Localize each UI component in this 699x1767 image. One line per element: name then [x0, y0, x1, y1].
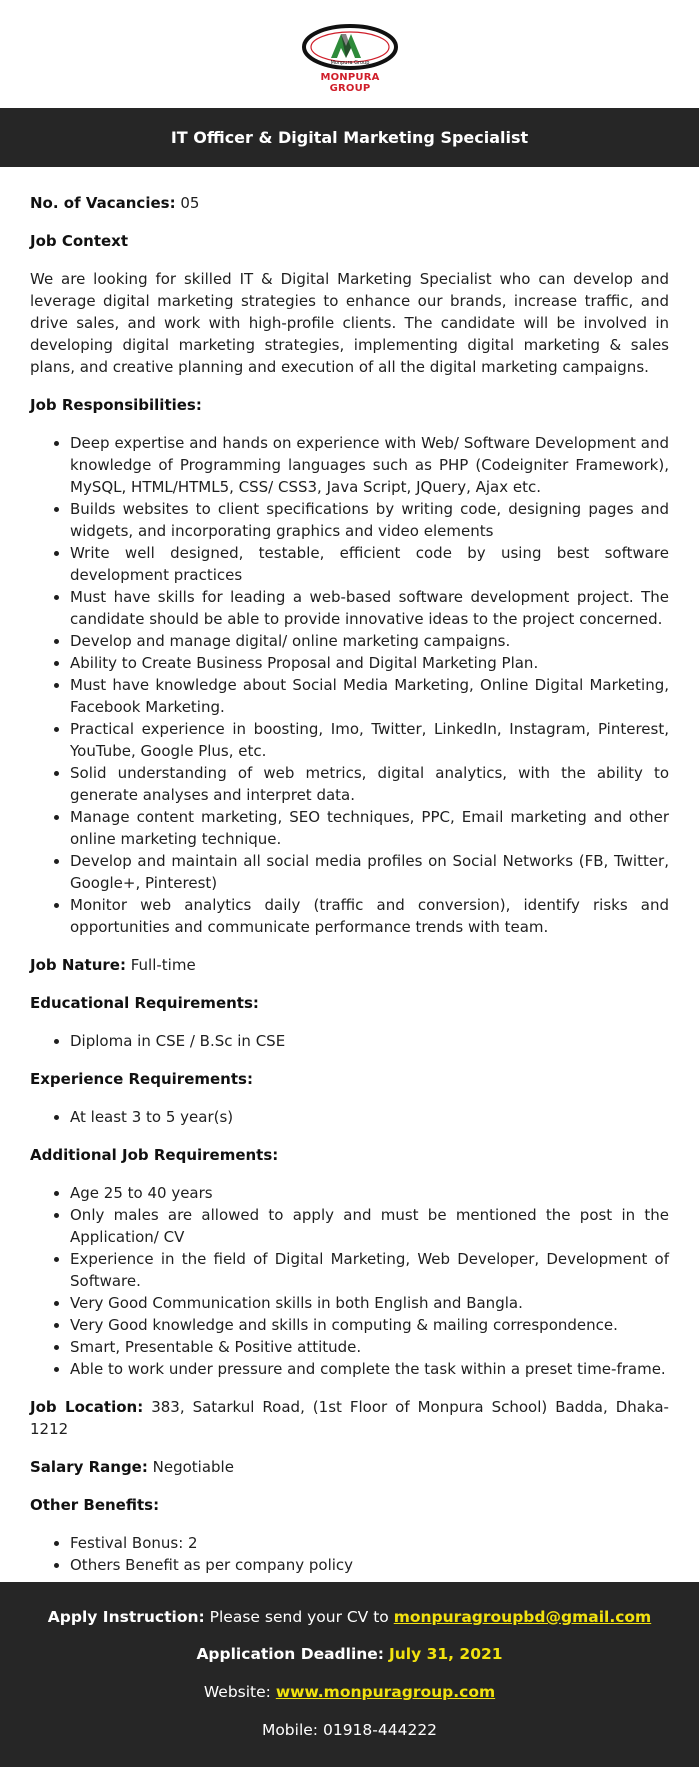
svg-text:Monpura Group: Monpura Group	[330, 60, 370, 66]
list-item: • Able to work under pressure and complete the task within a preset time-frame.	[70, 1358, 669, 1380]
list-item: • Must have knowledge about Social Media Marketing, Online Digital Marketing, Facebook Marketing.	[70, 674, 669, 718]
responsibilities-list	[30, 432, 669, 938]
benefits-list	[30, 1532, 669, 1576]
job-nature-label: Job Nature:	[30, 956, 126, 974]
list-item: • Festival Bonus: 2	[70, 1532, 669, 1554]
apply-footer	[0, 1582, 699, 1767]
website-label: Website:	[203, 1683, 271, 1701]
job-title-bar	[0, 108, 699, 167]
additional-requirements-list	[30, 1182, 669, 1380]
logo-brand-text: MONPURA GROUP	[320, 72, 380, 94]
apply-text: Please send your CV to	[209, 1608, 389, 1626]
list-item: • Practical experience in boosting, Imo, Twitter, LinkedIn, Instagram, Pinterest, YouTube, Google Plus, etc.	[70, 718, 669, 762]
list-item: • Very Good Communication skills in both English and Bangla.	[70, 1292, 669, 1314]
education-list	[30, 1030, 669, 1052]
job-content	[0, 167, 699, 1576]
benefits-heading: Other Benefits:	[30, 1496, 160, 1514]
salary-label: Salary Range:	[30, 1458, 148, 1476]
experience-list	[30, 1106, 669, 1128]
salary-value: Negotiable	[152, 1458, 234, 1476]
list-item: • Experience in the field of Digital Marketing, Web Developer, Development of Software.	[70, 1248, 669, 1292]
website-link[interactable]: www.monpuragroup.com	[275, 1683, 496, 1701]
list-item: • Age 25 to 40 years	[70, 1182, 669, 1204]
deadline-line	[0, 1645, 699, 1663]
vacancies-value: 05	[180, 194, 200, 212]
email-link[interactable]: monpuragroupbd@gmail.com	[393, 1608, 652, 1626]
list-item: • Others Benefit as per company policy	[70, 1554, 669, 1576]
list-item: • Deep expertise and hands on experience with Web/ Software Development and knowledge of Programming languages such as PHP (Codeigniter Framework), MySQL, HTML/HTML5, CSS/ CSS3, Java Script, JQuery, Ajax etc.	[70, 432, 669, 498]
mobile-line	[0, 1721, 699, 1739]
job-location-line	[30, 1396, 669, 1440]
list-item: • Solid understanding of web metrics, digital analytics, with the ability to generate analyses and interpret data.	[70, 762, 669, 806]
monpura-group-logo	[301, 22, 399, 94]
vacancies-line	[30, 192, 669, 214]
list-item: • Only males are allowed to apply and must be mentioned the post in the Application/ CV	[70, 1204, 669, 1248]
list-item: • Ability to Create Business Proposal and Digital Marketing Plan.	[70, 652, 669, 674]
logo-emblem-icon	[301, 22, 399, 72]
apply-instruction-line	[0, 1608, 699, 1626]
job-title: IT Officer & Digital Marketing Specialist	[170, 128, 529, 147]
additional-requirements-heading: Additional Job Requirements:	[30, 1146, 279, 1164]
job-location-value: 383, Satarkul Road, (1st Floor of Monpura School) Badda, Dhaka-1212	[30, 1398, 669, 1438]
deadline-label: Application Deadline:	[196, 1645, 385, 1663]
education-heading: Educational Requirements:	[30, 994, 259, 1012]
list-item: • Diploma in CSE / B.Sc in CSE	[70, 1030, 669, 1052]
list-item: • Manage content marketing, SEO techniques, PPC, Email marketing and other online marketing technique.	[70, 806, 669, 850]
mobile-label: Mobile:	[261, 1721, 319, 1739]
job-nature-value: Full-time	[130, 956, 196, 974]
experience-heading: Experience Requirements:	[30, 1070, 253, 1088]
list-item: • Monitor web analytics daily (traffic and conversion), identify risks and opportunities and communicate performance trends with team.	[70, 894, 669, 938]
job-nature-line	[30, 954, 669, 976]
list-item: • Develop and maintain all social media profiles on Social Networks (FB, Twitter, Google+, Pinterest)	[70, 850, 669, 894]
job-location-label: Job Location:	[30, 1398, 144, 1416]
deadline-value: July 31, 2021	[388, 1645, 503, 1663]
salary-line	[30, 1456, 669, 1478]
list-item: • At least 3 to 5 year(s)	[70, 1106, 669, 1128]
apply-label: Apply Instruction:	[47, 1608, 205, 1626]
list-item: • Very Good knowledge and skills in computing & mailing correspondence.	[70, 1314, 669, 1336]
responsibilities-heading: Job Responsibilities:	[30, 396, 202, 414]
list-item: • Write well designed, testable, efficient code by using best software development practices	[70, 542, 669, 586]
list-item: • Smart, Presentable & Positive attitude.	[70, 1336, 669, 1358]
list-item: • Builds websites to client specifications by writing code, designing pages and widgets, and incorporating graphics and video elements	[70, 498, 669, 542]
job-context-heading: Job Context	[30, 232, 129, 250]
vacancies-label: No. of Vacancies:	[30, 194, 176, 212]
logo-area	[0, 0, 699, 108]
website-line	[0, 1683, 699, 1701]
list-item: • Must have skills for leading a web-based software development project. The candidate should be able to provide innovative ideas to the project concerned.	[70, 586, 669, 630]
list-item: • Develop and manage digital/ online marketing campaigns.	[70, 630, 669, 652]
job-context-text: We are looking for skilled IT & Digital Marketing Specialist who can develop and leverage digital marketing strategies to enhance our brands, increase traffic, and drive sales, and work with high-profile clients. The candidate will be involved in developing digital marketing strategies, implementing digital marketing & sales plans, and creative planning and execution of all the digital marketing campaigns.	[30, 270, 669, 376]
mobile-value: 01918-444222	[322, 1721, 438, 1739]
